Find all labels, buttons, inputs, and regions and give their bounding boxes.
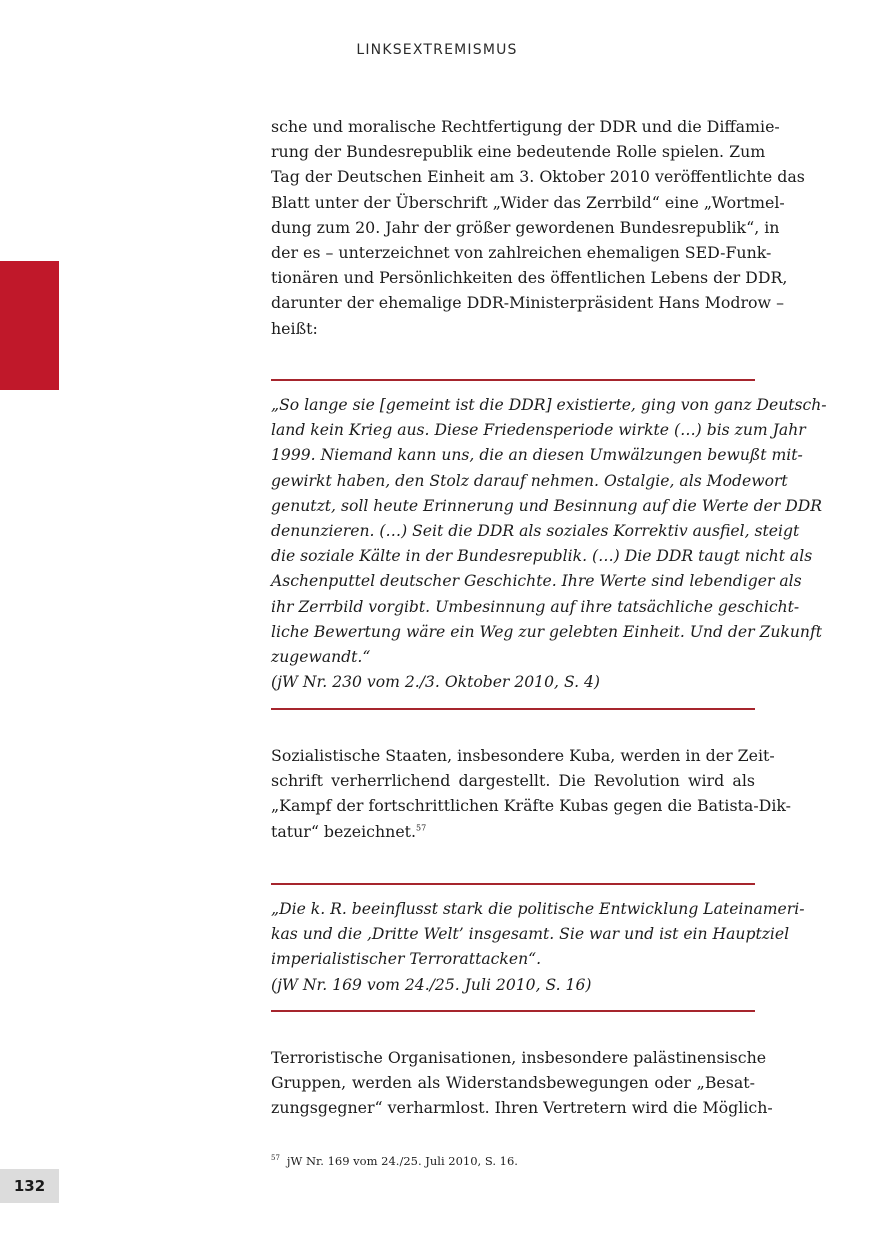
- text-line: [271, 819, 755, 844]
- text-line: schrift verherrlichend dargestellt. Die Revolution wird als: [271, 771, 755, 791]
- quote-line: zugewandt.“: [271, 648, 371, 667]
- text-line: rung der Bundesrepublik eine bedeutende Rolle spielen. Zum: [271, 142, 766, 162]
- text-line: dung zum 20. Jahr der größer gewordenen Bundesrepublik“, in: [271, 217, 780, 237]
- quote-line: imperialistischer Terrorattacken“.: [271, 950, 542, 969]
- quote-line: „Die k. R. beeinflusst stark die politische Entwicklung Lateinameri-: [271, 900, 805, 918]
- footnote-reference[interactable]: 57: [416, 823, 427, 833]
- quote-line: 1999. Niemand kann uns, die an diesen Umwälzungen bewußt mit-: [271, 446, 803, 465]
- quote-line: ihr Zerrbild vorgibt. Umbesinnung auf ihre tatsächliche geschicht-: [271, 597, 800, 616]
- text-line: tionären und Persönlichkeiten des öffentlichen Lebens der DDR,: [271, 268, 788, 288]
- quote-source: (jW Nr. 169 vom 24./25. Juli 2010, S. 16): [271, 975, 592, 994]
- page-number: 132: [0, 1169, 59, 1203]
- text-line: sche und moralische Rechtfertigung der DDR und die Diffamie-: [271, 117, 780, 136]
- text-line: der es – unterzeichnet von zahlreichen ehemaligen SED-Funk-: [271, 243, 772, 263]
- body-paragraph-3: [271, 1045, 773, 1121]
- text-line: Tag der Deutschen Einheit am 3. Oktober 2010 veröffentlichte das: [271, 167, 805, 187]
- text-line: zungsgegner“ verharmlost. Ihren Vertretern wird die Möglich-: [271, 1098, 773, 1118]
- text-line: „Kampf der fortschrittlichen Kräfte Kubas gegen die Batista-Dik-: [271, 796, 792, 816]
- quote-line: land kein Krieg aus. Diese Friedensperiode wirkte (…) bis zum Jahr: [271, 421, 806, 440]
- body-paragraph-2: [271, 743, 792, 844]
- quote-box-1: [271, 379, 827, 710]
- quote-line: denunzieren. (…) Seit die DDR als soziales Korrektiv ausfiel, steigt: [271, 522, 800, 541]
- quote-line: genutzt, soll heute Erinnerung und Besinnung auf die Werte der DDR: [271, 496, 822, 515]
- footnote-text: jW Nr. 169 vom 24./25. Juli 2010, S. 16.: [286, 1154, 518, 1168]
- footnote-number: 57: [271, 1154, 280, 1163]
- quote-box-2: [271, 883, 805, 1012]
- quote-line: kas und die ‚Dritte Welt’ insgesamt. Sie war und ist ein Hauptziel: [271, 925, 790, 944]
- text-line: darunter der ehemalige DDR-Ministerpräsident Hans Modrow –: [271, 293, 784, 313]
- footnote: [271, 1154, 518, 1168]
- quote-line: die soziale Kälte in der Bundesrepublik. (…) Die DDR taugt nicht als: [271, 547, 813, 566]
- quote-line: gewirkt haben, den Stolz darauf nehmen. Ostalgie, als Modewort: [271, 471, 788, 490]
- text-line: Sozialistische Staaten, insbesondere Kuba, werden in der Zeit-: [271, 746, 775, 765]
- quote-source: (jW Nr. 230 vom 2./3. Oktober 2010, S. 4): [271, 673, 600, 692]
- text-line: heißt:: [271, 318, 318, 338]
- text-line: Blatt unter der Überschrift „Wider das Zerrbild“ eine „Wortmel-: [271, 192, 785, 212]
- quote-line: Aschenputtel deutscher Geschichte. Ihre Werte sind lebendiger als: [271, 572, 802, 591]
- text-line-content: tatur“ bezeichnet.: [271, 821, 417, 841]
- chapter-marker-bar: [0, 261, 59, 390]
- text-line: Gruppen, werden als Widerstandsbewegungen oder „Besat-: [271, 1073, 755, 1093]
- running-head: LINKSEXTREMISMUS: [356, 42, 518, 58]
- quote-line: „So lange sie [gemeint ist die DDR] existierte, ging von ganz Deutsch-: [271, 396, 827, 414]
- quote-line: liche Bewertung wäre ein Weg zur gelebten Einheit. Und der Zukunft: [271, 622, 822, 641]
- text-line: Terroristische Organisationen, insbesondere palästinensische: [271, 1048, 767, 1067]
- body-paragraph-1: [271, 114, 805, 341]
